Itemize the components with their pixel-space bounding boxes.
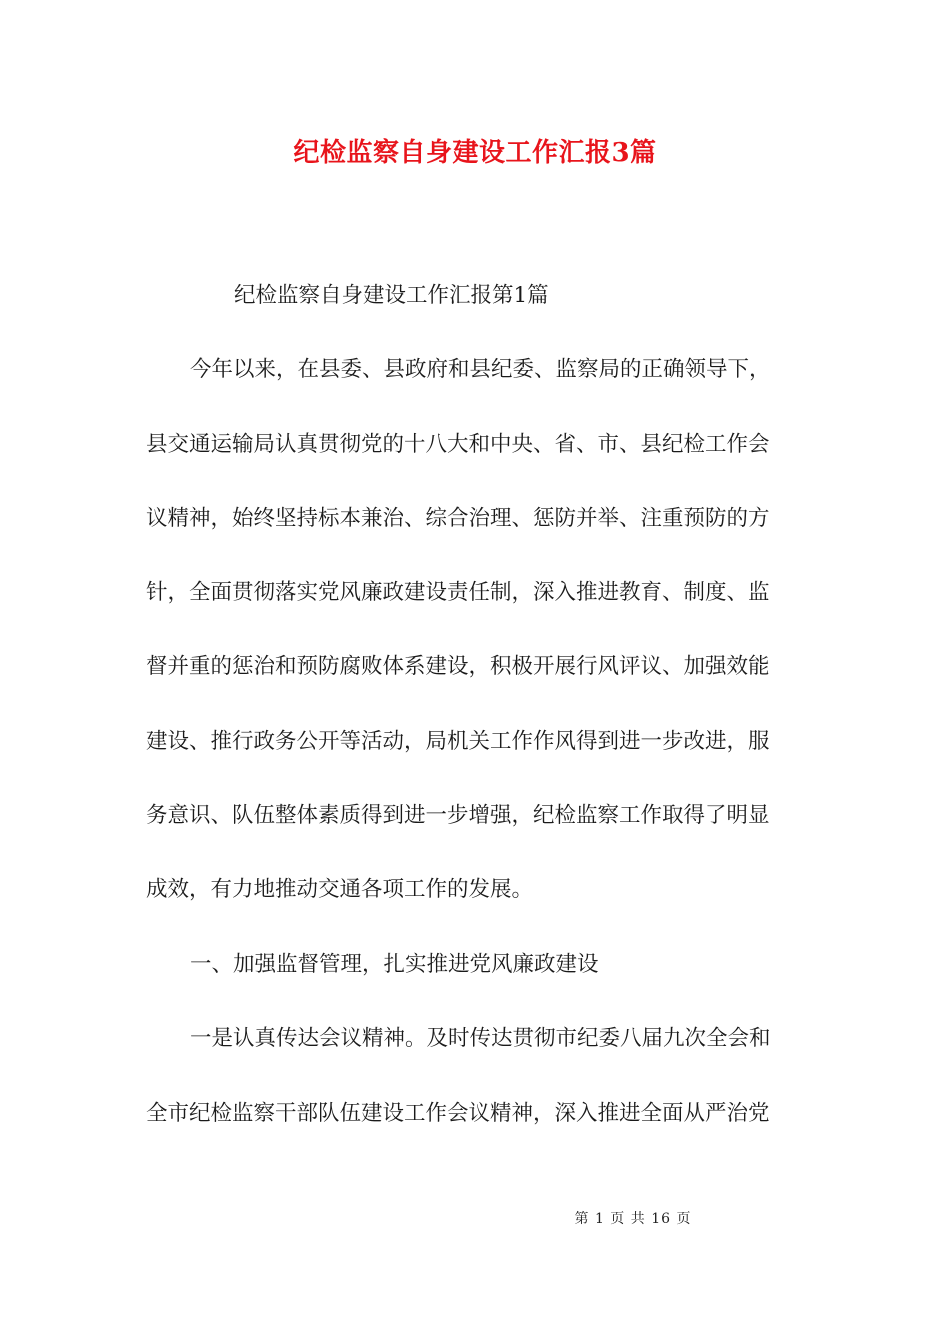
section-heading: 纪检监察自身建设工作汇报第1篇 bbox=[234, 283, 549, 308]
paragraph-line: 成效，有力地推动交通各项工作的发展。 bbox=[146, 877, 534, 902]
paragraph-line: 督并重的惩治和预防腐败体系建设，积极开展行风评议、加强效能 bbox=[146, 654, 770, 679]
paragraph-line: 全市纪检监察干部队伍建设工作会议精神，深入推进全面从严治党 bbox=[146, 1101, 770, 1126]
paragraph-line: 议精神，始终坚持标本兼治、综合治理、惩防并举、注重预防的方 bbox=[146, 506, 770, 531]
paragraph-line: 一是认真传达会议精神。及时传达贯彻市纪委八届九次全会和 bbox=[190, 1026, 771, 1051]
page-footer bbox=[0, 1208, 950, 1228]
document-title: 纪检监察自身建设工作汇报3篇 bbox=[293, 138, 657, 168]
paragraph-line: 建设、推行政务公开等活动，局机关工作作风得到进一步改进，服 bbox=[146, 729, 770, 754]
paragraph-line: 县交通运输局认真贯彻党的十八大和中央、省、市、县纪检工作会 bbox=[146, 432, 770, 457]
paragraph-line: 针，全面贯彻落实党风廉政建设责任制，深入推进教育、制度、监 bbox=[146, 580, 770, 605]
subsection-heading: 一、加强监督管理，扎实推进党风廉政建设 bbox=[190, 952, 599, 977]
paragraph-line: 今年以来，在县委、县政府和县纪委、监察局的正确领导下， bbox=[190, 357, 771, 382]
page-number-label: 第 1 页 共 16 页 bbox=[574, 1211, 692, 1227]
paragraph-line: 务意识、队伍整体素质得到进一步增强，纪检监察工作取得了明显 bbox=[146, 803, 770, 828]
